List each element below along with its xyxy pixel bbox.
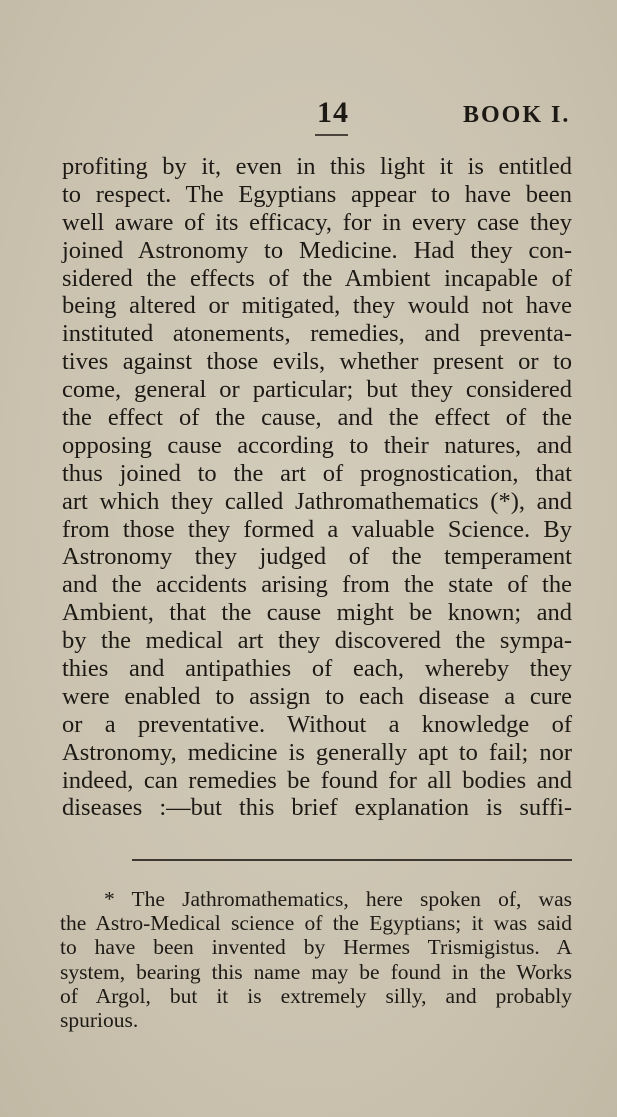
- text-line: come, general or particular; but they considered: [62, 376, 572, 404]
- text-line: were enabled to assign to each disease a cure: [62, 682, 572, 710]
- text-line: the effect of the cause, and the effect of the: [62, 404, 572, 432]
- footnote-line: system, bearing this name may be found in the Works: [60, 959, 572, 984]
- text-line: indeed, can remedies be found for all bodies and: [62, 766, 572, 794]
- main-text: [62, 153, 572, 822]
- text-line: tives against those evils, whether present or to: [62, 348, 572, 376]
- text-line: from those they formed a valuable Science. By: [62, 515, 572, 543]
- text-line: or a preventative. Without a knowledge of: [62, 710, 572, 738]
- text-line: art which they called Jathromathematics (*), and: [62, 487, 572, 515]
- footnote-line: * The Jathromathematics, here spoken of, was: [104, 887, 572, 911]
- footnote-line: to have been invented by Hermes Trismigistus. A: [60, 935, 572, 960]
- text-line: well aware of its efficacy, for in every case they: [62, 208, 572, 236]
- text-line: thies and antipathies of each, whereby they: [62, 655, 572, 683]
- footnote-line: spurious.: [60, 1007, 139, 1032]
- text-line: Astronomy they judged of the temperament: [62, 543, 572, 571]
- footnote-line: of Argol, but it is extremely silly, and probably: [60, 983, 572, 1008]
- text-line: diseases :—but this brief explanation is suffi-: [62, 794, 572, 822]
- text-line: Astronomy, medicine is generally apt to fail; nor: [62, 738, 572, 766]
- running-head: BOOK I.: [463, 102, 571, 128]
- text-line: instituted atonements, remedies, and preventa-: [62, 320, 572, 348]
- text-line: opposing cause according to their natures, and: [62, 431, 572, 459]
- text-line: and the accidents arising from the state of the: [62, 571, 572, 599]
- text-line: being altered or mitigated, they would not have: [62, 292, 572, 320]
- text-line: Ambient, that the cause might be known; and: [62, 599, 572, 627]
- text-line: thus joined to the art of prognostication, that: [62, 459, 572, 487]
- page-header: [0, 96, 617, 136]
- page-number: 14: [317, 96, 349, 129]
- text-line: by the medical art they discovered the sympa-: [62, 627, 572, 655]
- text-line: joined Astronomy to Medicine. Had they con-: [62, 236, 572, 264]
- footnote-line: the Astro-Medical science of the Egyptians; it was said: [60, 911, 572, 936]
- text-line: to respect. The Egyptians appear to have been: [62, 180, 572, 208]
- text-line: profiting by it, even in this light it is entitled: [62, 153, 572, 180]
- header-rule: [315, 134, 348, 136]
- footnote-rule: [132, 859, 572, 861]
- text-line: sidered the effects of the Ambient incapable of: [62, 264, 572, 292]
- footnote: [60, 887, 572, 1032]
